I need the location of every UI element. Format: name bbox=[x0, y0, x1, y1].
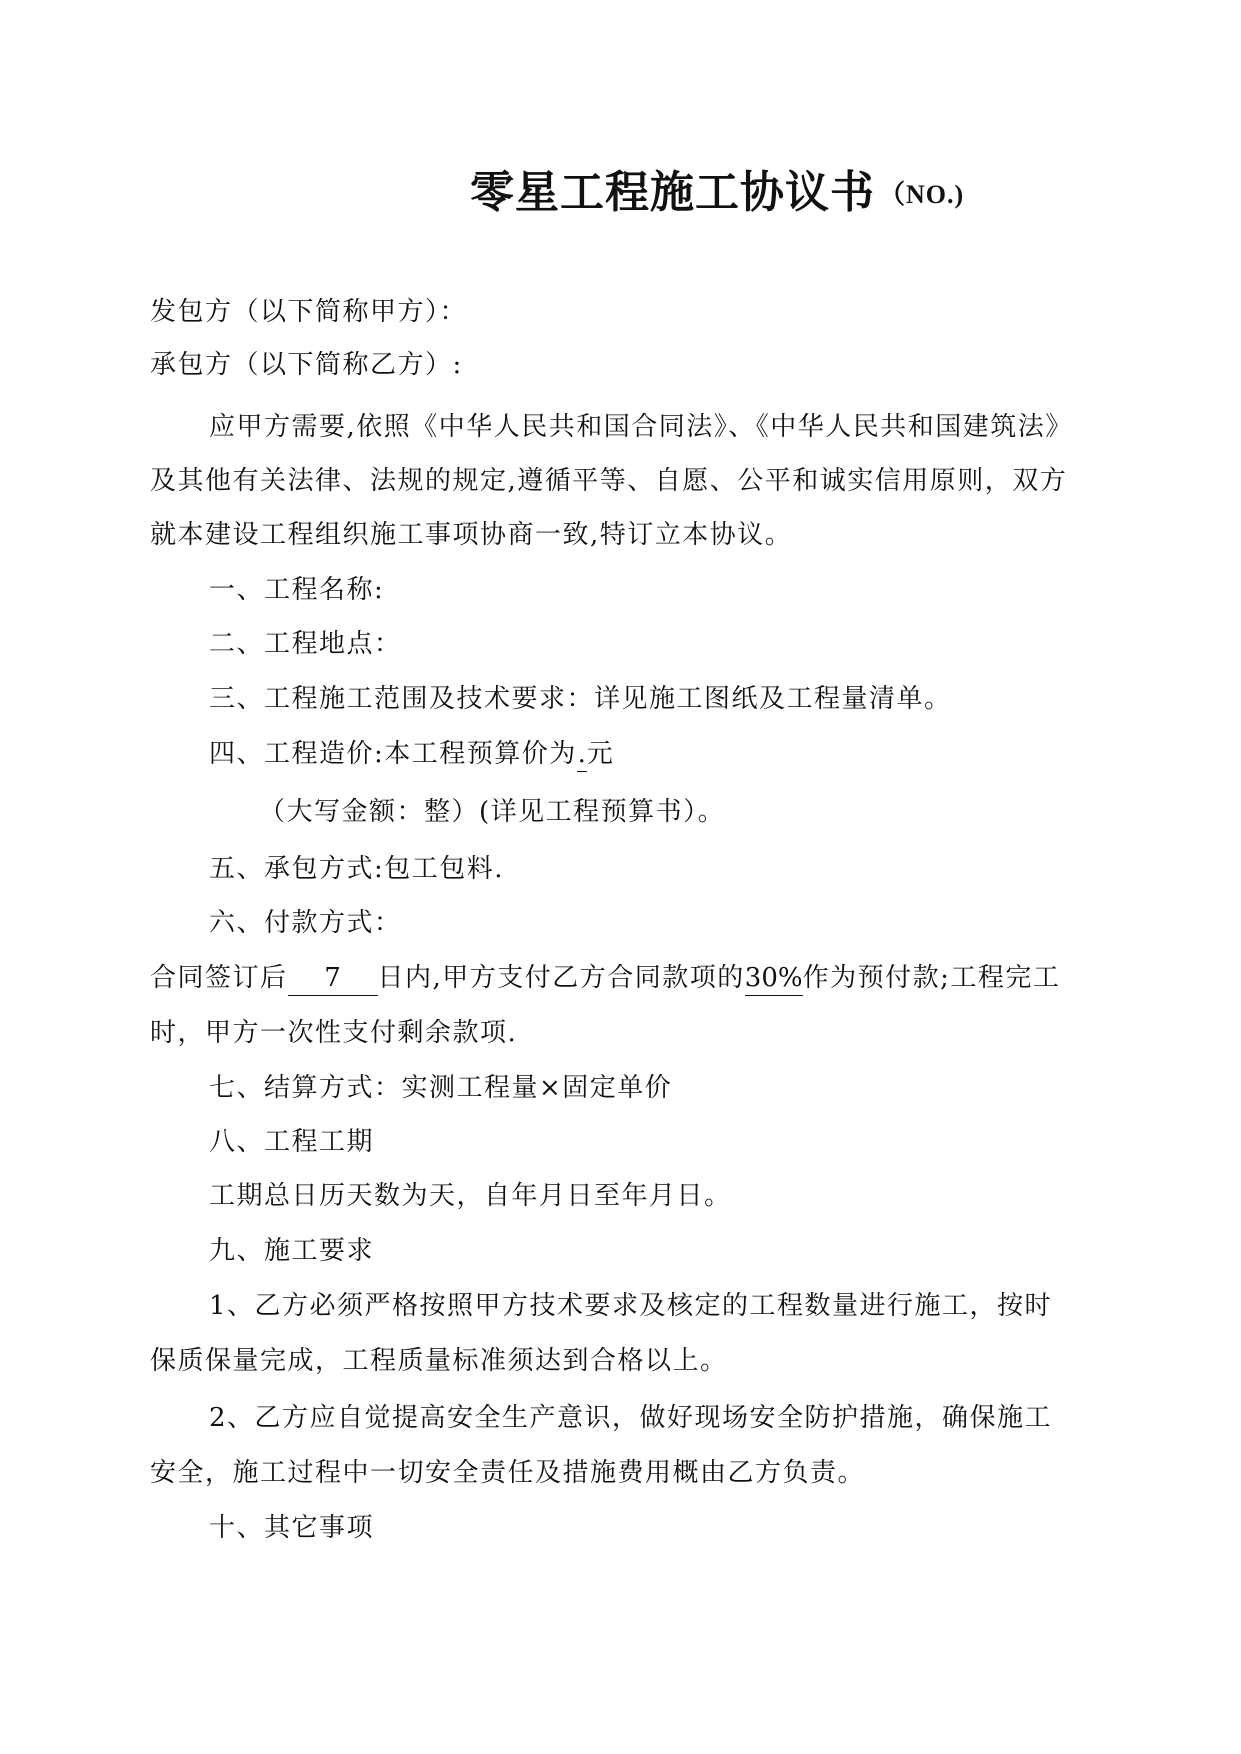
clause-schedule-heading: 八、工程工期 bbox=[209, 1127, 375, 1157]
clause-payment-terms bbox=[150, 958, 1100, 998]
clause-project-name: 一、工程名称: bbox=[209, 575, 385, 605]
clause-schedule-body: 工期总日历天数为天，自年月日至年月日。 bbox=[209, 1181, 732, 1211]
preamble-line-2: 及其他有关法律、法规的规定,遵循平等、自愿、公平和诚实信用原则，双方 bbox=[150, 466, 1068, 496]
payment-days-blank: 7 bbox=[288, 961, 378, 996]
clause-price-amount: （大写金额：整）(详见工程预算书）。 bbox=[259, 797, 726, 827]
party-b-line: 承包方（以下简称乙方）: bbox=[150, 350, 463, 380]
price-blank: . bbox=[577, 737, 587, 772]
document-title bbox=[470, 163, 964, 225]
payment-prefix: 合同签订后 bbox=[150, 963, 288, 993]
clause-settlement: 七、结算方式：实测工程量×固定单价 bbox=[209, 1073, 673, 1103]
title-text: 零星工程施工协议书 bbox=[470, 167, 875, 218]
clause-project-location: 二、工程地点： bbox=[209, 629, 402, 659]
payment-suffix: 作为预付款;工程完工 bbox=[802, 963, 1061, 993]
requirement-1-line-2: 保质保量完成，工程质量标准须达到合格以上。 bbox=[150, 1346, 728, 1376]
clause-payment-heading: 六、付款方式： bbox=[209, 908, 402, 938]
requirement-1-line-1: 1、乙方必须严格按照甲方技术要求及核定的工程数量进行施工，按时 bbox=[209, 1291, 1053, 1321]
price-prefix: 四、工程造价:本工程预算价为 bbox=[209, 739, 577, 769]
clause-price bbox=[209, 734, 1159, 774]
payment-percent: 30% bbox=[745, 961, 803, 996]
requirement-2-line-1: 2、乙方应自觉提高安全生产意识，做好现场安全防护措施，确保施工 bbox=[209, 1403, 1053, 1433]
price-unit: 元 bbox=[586, 739, 615, 769]
preamble-line-3: 就本建设工程组织施工事项协商一致,特订立本协议。 bbox=[150, 520, 793, 550]
clause-contract-method: 五、承包方式:包工包料. bbox=[209, 854, 505, 884]
clause-scope: 三、工程施工范围及技术要求：详见施工图纸及工程量清单。 bbox=[209, 684, 952, 714]
clause-other-matters: 十、其它事项 bbox=[209, 1513, 375, 1543]
title-number: （NO.) bbox=[879, 180, 965, 209]
party-a-line: 发包方（以下简称甲方）： bbox=[150, 297, 468, 327]
preamble-line-1: 应甲方需要,依照《中华人民共和国合同法》、《中华人民共和国建筑法》 bbox=[209, 412, 1073, 442]
clause-requirements-heading: 九、施工要求 bbox=[209, 1236, 375, 1266]
payment-mid: 日内,甲方支付乙方合同款项的 bbox=[377, 963, 745, 993]
requirement-2-line-2: 安全，施工过程中一切安全责任及措施费用概由乙方负责。 bbox=[150, 1458, 866, 1488]
clause-payment-terms-2: 时，甲方一次性支付剩余款项. bbox=[150, 1018, 518, 1048]
